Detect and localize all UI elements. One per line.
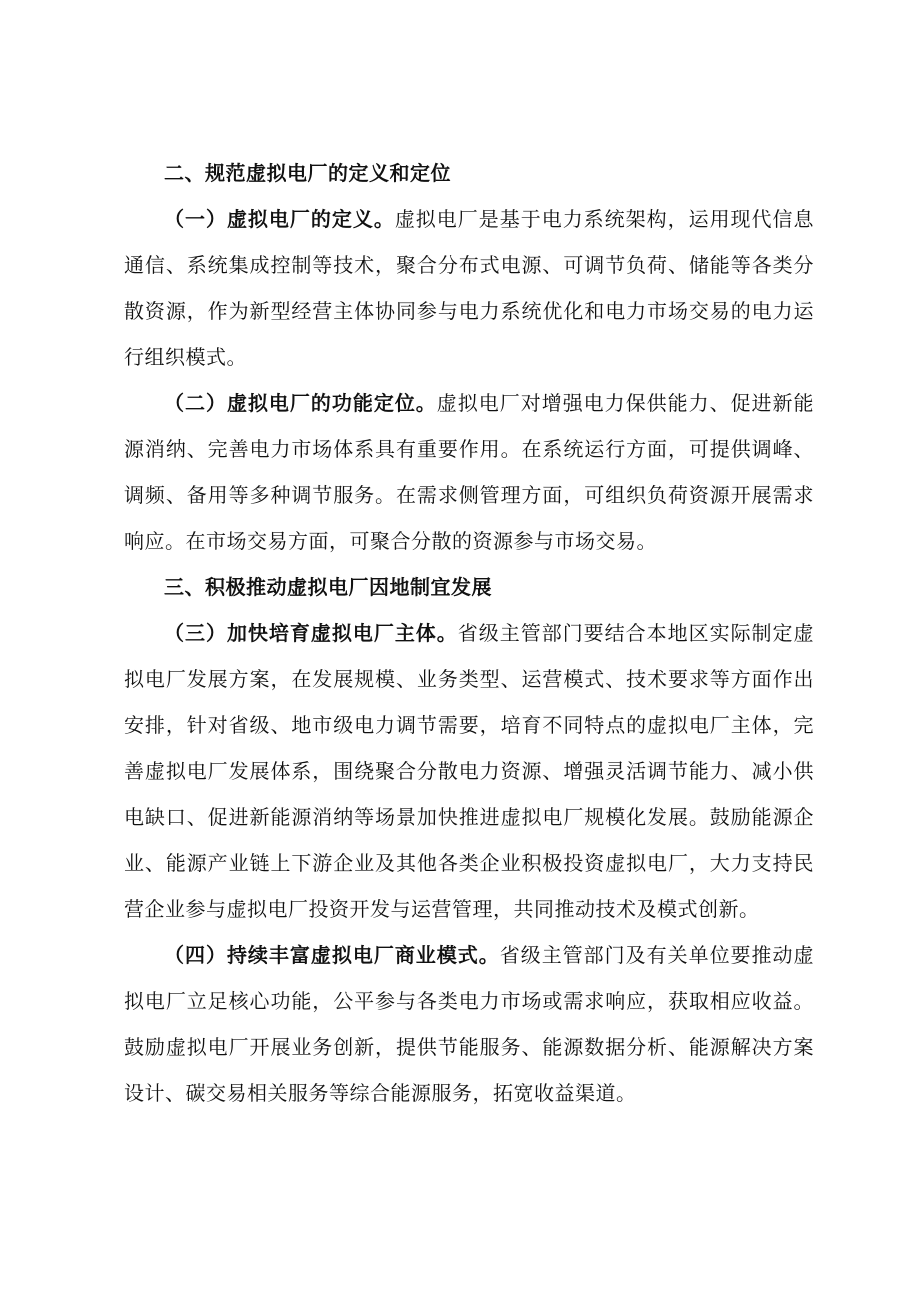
section-heading-3: 三、积极推动虚拟电厂因地制宜发展: [164, 575, 492, 599]
paragraph-text: 虚拟电厂是基于电力系统架构，运用现代信息通信、系统集成控制等技术，聚合分布式电源、可调节负荷、储能等各类分散资源，作为新型经营主体协同参与电力系统优化和电力市场交易的电力运行组织模式。: [124, 207, 815, 369]
paragraph-lead: （三）加快培育虚拟电厂主体。: [164, 621, 458, 645]
paragraph-text: 虚拟电厂对增强电力保供能力、促进新能源消纳、完善电力市场体系具有重要作用。在系统运行方面，可提供调峰、调频、备用等多种调节服务。在需求侧管理方面，可组织负荷资源开展需求响应。在市场交易方面，可聚合分散的资源参与市场交易。: [124, 391, 815, 553]
paragraph-2: [124, 380, 814, 564]
paragraph-3: [124, 610, 814, 932]
document-body: [124, 150, 814, 1116]
paragraph-text: 省级主管部门要结合本地区实际制定虚拟电厂发展方案，在发展规模、业务类型、运营模式、技术要求等方面作出安排，针对省级、地市级电力调节需要，培育不同特点的虚拟电厂主体，完善虚拟电厂发展体系，围绕聚合分散电力资源、增强灵活调节能力、减小供电缺口、促进新能源消纳等场景加快推进虚拟电厂规模化发展。鼓励能源企业、能源产业链上下游企业及其他各类企业积极投资虚拟电厂，大力支持民营企业参与虚拟电厂投资开发与运营管理，共同推动技术及模式创新。: [124, 621, 815, 921]
paragraph-text: 省级主管部门及有关单位要推动虚拟电厂立足核心功能，公平参与各类电力市场或需求响应，获取相应收益。鼓励虚拟电厂开展业务创新，提供节能服务、能源数据分析、能源解决方案设计、碳交易相关服务等综合能源服务，拓宽收益渠道。: [124, 943, 815, 1105]
section-heading-2: 二、规范虚拟电厂的定义和定位: [164, 161, 451, 185]
paragraph-lead: （二）虚拟电厂的功能定位。: [164, 391, 437, 415]
paragraph-lead: （一）虚拟电厂的定义。: [164, 207, 395, 231]
paragraph-4: [124, 932, 814, 1116]
paragraph-lead: （四）持续丰富虚拟电厂商业模式。: [164, 943, 500, 967]
paragraph-1: [124, 196, 814, 380]
